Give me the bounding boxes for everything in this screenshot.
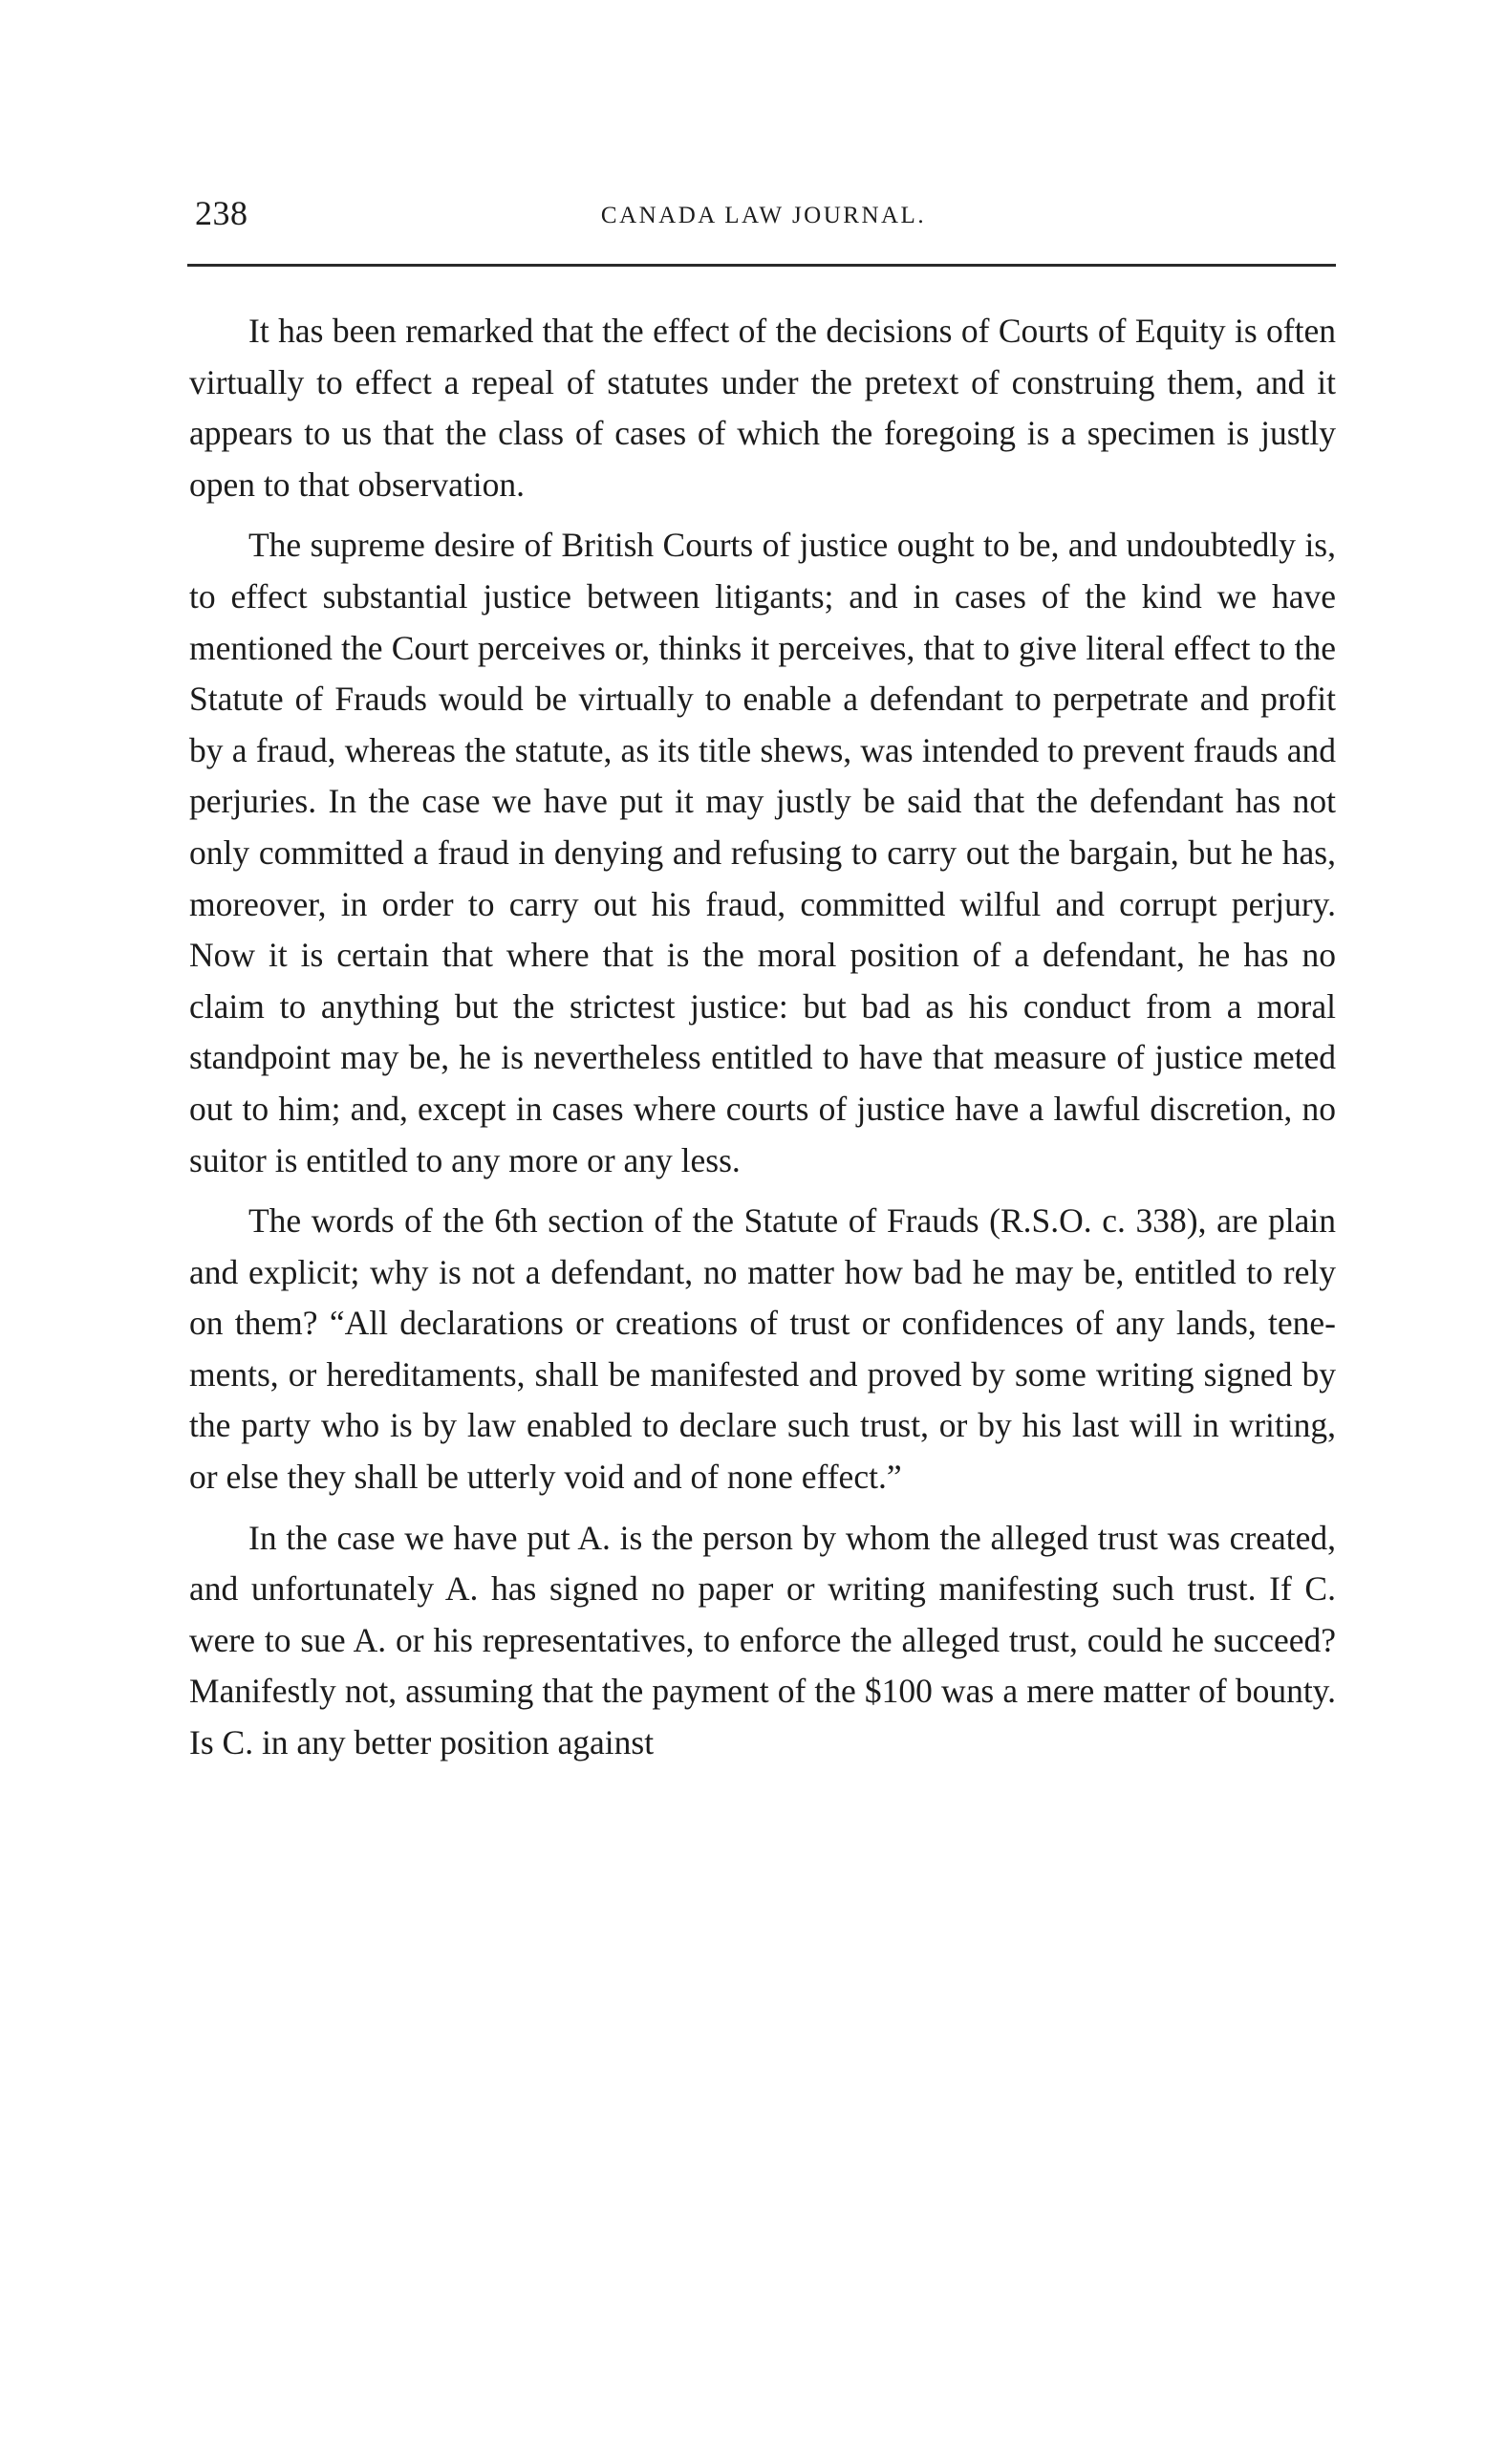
paragraph: It has been remarked that the effect of the decisions of Courts of Equity is often virtually to effect a repeal of statutes under the pretext of construing them, and it appears to us that the class of cases of which the foregoing is a specimen is justly open to that observation. xyxy=(189,312,1336,504)
paragraph: The words of the 6th section of the Statute of Frauds (R.S.O. c. 338), are plain and explicit; why is not a defendant, no matter how bad he may be, entitled to rely on them? “All declarations or creations of trust or confidences of any lands, tenements, or hereditaments, shall be manifested and proved by some writing signed by the party who is by law enabled to declare such trust, or by his last will in writing, or else they shall be utterly void and of none effect.” xyxy=(189,1201,1336,1497)
paragraph: In the case we have put A. is the person by whom the alleged trust was created, and unfortunately A. has signed no paper or writing manifesting such trust. If C. were to sue A. or his representatives, to enforce the alleged trust, could he succeed? Manifestly not, assuming that the payment of the $100 was a mere matter of bounty. Is C. in any better position against xyxy=(189,1518,1336,1762)
journal-title: CANADA LAW JOURNAL. xyxy=(600,203,927,228)
running-head xyxy=(191,187,1336,245)
header-rule xyxy=(187,264,1336,267)
page-number: 238 xyxy=(195,194,248,232)
paragraph: The supreme desire of British Courts of justice ought to be, and undoubtedly is, to effect substantial justice between litigants; and in cases of the kind we have mentioned the Court perceives or, thinks it perceives, that to give literal effect to the Statute of Frauds would be virtually to enable a defendant to perpetrate and profit by a fraud, whereas the statute, as its title shews, was intended to prevent frauds and perjuries. In the case we have put it may justly be said that the defendant has not only committed a fraud in denying and refusing to carry out the bargain, but he has, moreover, in order to carry out his fraud, committed wilful and corrupt perjury. Now it is certain that where that is the moral position of a defendant, he has no claim to anything but the strictest justice: but bad as his conduct from a moral standpoint may be, he is nevertheless entitled to have that measure of justice meted out to him; and, except in cases where courts of justice have a lawful discretion, no suitor is entitled to any more or any less. xyxy=(189,526,1336,1179)
article-body xyxy=(189,306,1336,1769)
